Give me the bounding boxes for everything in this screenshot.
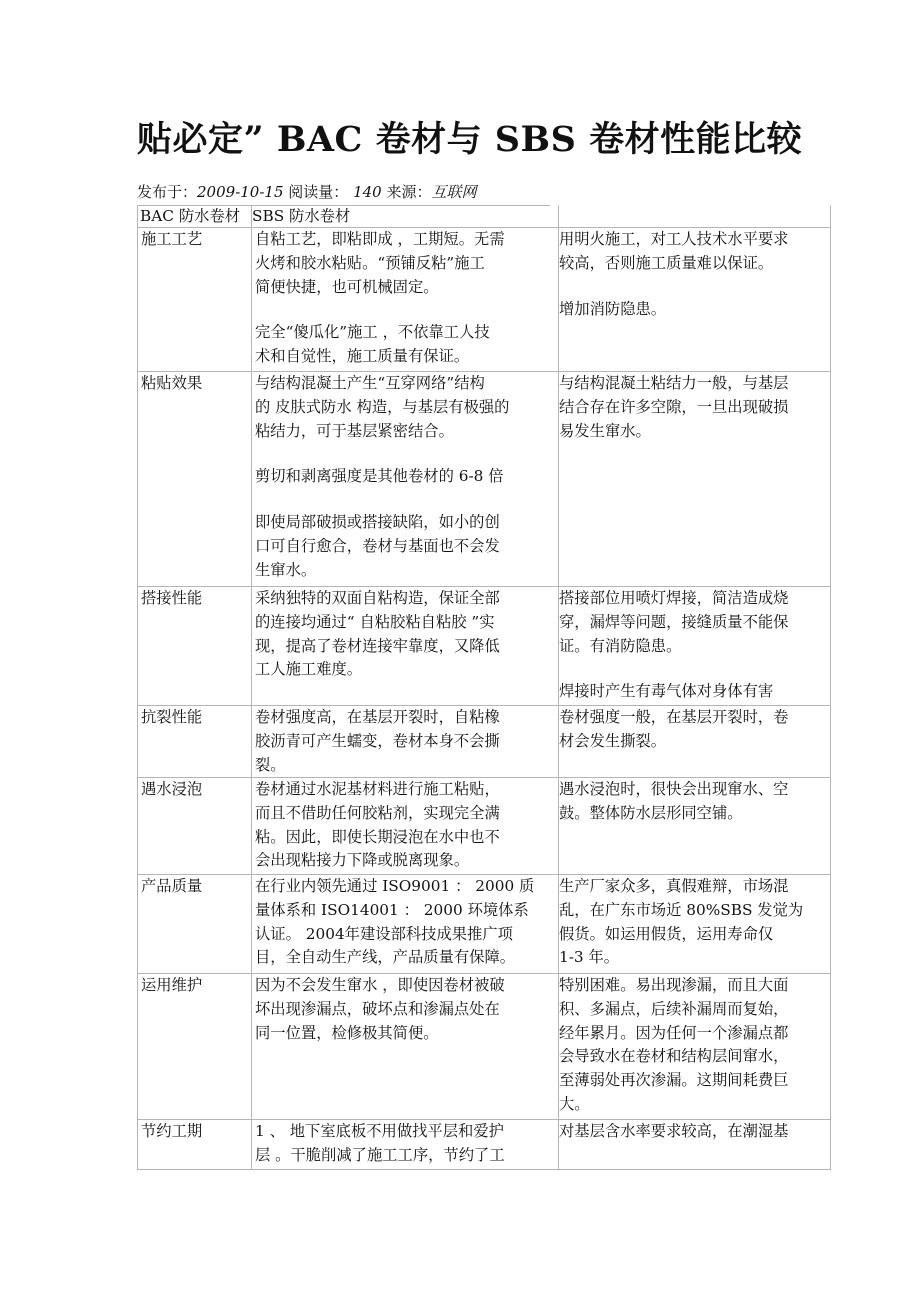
cell-line: 1 、 地下室底板不用做找平层和爱护 xyxy=(255,1122,504,1140)
cell-paragraph xyxy=(255,372,561,443)
cell-line: 焊接时产生有毒气体对身体有害 xyxy=(559,682,774,701)
cell-paragraph xyxy=(559,228,831,276)
cell-line: 裂。 xyxy=(255,755,286,774)
cell-line: 生窜水。 xyxy=(255,560,317,579)
reads-label: 阅读量： xyxy=(288,183,349,201)
row-label: 抗裂性能 xyxy=(141,708,203,726)
header-sbs: SBS 防水卷材 xyxy=(252,207,351,225)
sbs-cell xyxy=(559,372,831,443)
cell-line: 会导致水在卷材和结构层间窜水， xyxy=(559,1047,789,1066)
cell-line: 的 皮肤式防水 构造，与基层有极强的 xyxy=(255,397,510,416)
bac-cell xyxy=(255,587,561,682)
cell-paragraph xyxy=(255,587,561,682)
cell-line: 剪切和剥离强度是其他卷材的 6-8 倍 xyxy=(255,467,504,486)
cell-line: 卷材强度一般，在基层开裂时，卷 xyxy=(559,708,789,726)
row-label: 遇水浸泡 xyxy=(141,780,203,798)
cell-paragraph xyxy=(559,706,831,754)
cell-paragraph xyxy=(255,228,561,299)
cell-line: 大。 xyxy=(559,1094,590,1113)
cell-paragraph xyxy=(559,680,831,704)
sbs-cell xyxy=(559,875,831,970)
cell-line: 现，提高了卷材连接牢靠度，又降低 xyxy=(255,636,500,655)
cell-line: 完全“傻瓜化”施工 ，不依靠工人技 xyxy=(255,323,490,342)
source-value: 互联网 xyxy=(431,183,477,201)
cell-line: 坏出现渗漏点，破坏点和渗漏点处在 xyxy=(255,999,500,1018)
cell-paragraph xyxy=(255,1120,561,1168)
sbs-cell xyxy=(559,228,831,321)
published-label: 发布于： xyxy=(137,183,198,201)
cell-line: 因为不会发生窜水 ，即使因卷材被破 xyxy=(255,976,505,994)
cell-line: 易发生窜水。 xyxy=(559,421,651,440)
cell-paragraph xyxy=(255,974,561,1045)
cell-line: 粘结力，可于基层紧密结合。 xyxy=(255,421,454,440)
page-title: 贴必定” BAC 卷材与 SBS 卷材性能比较 xyxy=(137,119,803,160)
bac-cell xyxy=(255,974,561,1045)
cell-line: 层 。干脆削减了施工工序，节约了工 xyxy=(255,1145,505,1164)
cell-line: 胶沥青可产生蠕变，卷材本身不会撕 xyxy=(255,731,500,750)
cell-line: 假货。如运用假货，运用寿命仅 xyxy=(559,924,774,943)
row-label: 粘贴效果 xyxy=(141,374,203,392)
cell-line: 卷材通过水泥基材料进行施工粘贴， xyxy=(255,780,500,798)
cell-line: 积、多漏点，后续补漏周而复始， xyxy=(559,999,789,1018)
cell-line: 证。有消防隐患。 xyxy=(559,636,682,655)
cell-line: 乱，在广东市场近 80%SBS 发觉为 xyxy=(559,900,804,919)
bac-cell xyxy=(255,706,561,777)
cell-line: 与结构混凝土产生“互穿网络”结构 xyxy=(255,374,485,392)
cell-line: 火烤和胶水粘贴。“预铺反粘”施工 xyxy=(255,253,485,272)
cell-line: 简便快捷，也可机械固定。 xyxy=(255,277,439,296)
cell-paragraph xyxy=(559,298,831,322)
cell-line: 生产厂家众多，真假难辩，市场混 xyxy=(559,877,789,895)
cell-paragraph xyxy=(255,706,561,777)
cell-line: 较高，否则施工质量难以保证。 xyxy=(559,253,774,272)
cell-paragraph xyxy=(559,1120,831,1144)
cell-paragraph xyxy=(255,778,561,873)
cell-line: 与结构混凝土粘结力一般，与基层 xyxy=(559,374,789,392)
row-label: 施工工艺 xyxy=(141,230,203,248)
cell-paragraph xyxy=(559,974,831,1117)
cell-line: 至薄弱处再次渗漏。这期间耗费巨 xyxy=(559,1071,789,1090)
cell-paragraph xyxy=(255,875,561,970)
cell-line: 采纳独特的双面自粘构造，保证全部 xyxy=(255,589,500,607)
cell-line: 同一位置，检修极其简便。 xyxy=(255,1023,439,1042)
bac-cell xyxy=(255,1120,561,1168)
cell-paragraph xyxy=(559,875,831,970)
cell-line: 而且不借助任何胶粘剂，实现完全满 xyxy=(255,803,500,822)
row-label: 搭接性能 xyxy=(141,589,203,607)
cell-line: 口可自行愈合，卷材与基面也不会发 xyxy=(255,536,500,555)
comparison-table xyxy=(137,205,831,1170)
cell-line: 对基层含水率要求较高，在潮湿基 xyxy=(559,1122,789,1140)
cell-line: 认证。 2004年建设部科技成果推广项 xyxy=(255,924,513,943)
sbs-cell xyxy=(559,778,831,826)
cell-line: 会出现粘接力下降或脱离现象。 xyxy=(255,851,470,870)
sbs-cell xyxy=(559,1120,831,1144)
source-label: 来源： xyxy=(386,183,432,201)
cell-line: 遇水浸泡时，很快会出现窜水、空 xyxy=(559,780,789,798)
cell-line: 在行业内领先通过 ISO9001 ： 2000 质 xyxy=(255,877,535,895)
sbs-cell xyxy=(559,587,831,704)
cell-line: 经年累月。因为任何一个渗漏点都 xyxy=(559,1023,789,1042)
header-bac: BAC 防水卷材 xyxy=(140,207,241,225)
cell-line: 穿，漏焊等问题，接缝质量不能保 xyxy=(559,612,789,631)
cell-paragraph xyxy=(559,778,831,826)
sbs-cell xyxy=(559,706,831,754)
cell-line: 术和自觉性，施工质量有保证。 xyxy=(255,347,470,366)
sbs-cell xyxy=(559,974,831,1117)
cell-line: 结合存在许多空隙，一旦出现破损 xyxy=(559,397,789,416)
cell-line: 1-3 年。 xyxy=(559,948,620,967)
row-label: 产品质量 xyxy=(141,877,203,895)
cell-paragraph xyxy=(559,372,831,443)
row-label: 运用维护 xyxy=(141,976,203,994)
cell-paragraph xyxy=(559,587,831,658)
cell-line: 增加消防隐患。 xyxy=(559,299,667,318)
cell-line: 材会发生撕裂。 xyxy=(559,731,667,750)
cell-line: 工人施工难度。 xyxy=(255,660,363,679)
cell-paragraph xyxy=(255,511,561,582)
reads-count: 140 xyxy=(353,183,382,201)
row-label: 节约工期 xyxy=(141,1122,203,1140)
cell-line: 的连接均通过“ 自粘胶粘自粘胶 ”实 xyxy=(255,612,495,631)
cell-line: 鼓。整体防水层形同空铺。 xyxy=(559,803,743,822)
cell-line: 用明火施工，对工人技术水平要求 xyxy=(559,230,789,248)
bac-cell xyxy=(255,875,561,970)
cell-paragraph xyxy=(255,465,561,489)
cell-line: 量体系和 ISO14001 ： 2000 环境体系 xyxy=(255,900,529,919)
cell-line: 粘。因此，即使长期浸泡在水中也不 xyxy=(255,827,500,846)
cell-line: 搭接部位用喷灯焊接，简洁造成烧 xyxy=(559,589,789,607)
published-date: 2009-10-15 xyxy=(197,183,284,201)
article-meta xyxy=(137,181,477,202)
cell-line: 目，全自动生产线，产品质量有保障。 xyxy=(255,948,516,967)
bac-cell xyxy=(255,228,561,369)
bac-cell xyxy=(255,372,561,583)
cell-line: 即使局部破损或搭接缺陷，如小的创 xyxy=(255,513,500,532)
cell-line: 自粘工艺，即粘即成 ，工期短。无需 xyxy=(255,230,505,248)
cell-line: 特别困难。易出现渗漏，而且大面 xyxy=(559,976,789,994)
cell-line: 卷材强度高，在基层开裂时，自粘橡 xyxy=(255,708,500,726)
cell-paragraph xyxy=(255,321,561,369)
bac-cell xyxy=(255,778,561,873)
